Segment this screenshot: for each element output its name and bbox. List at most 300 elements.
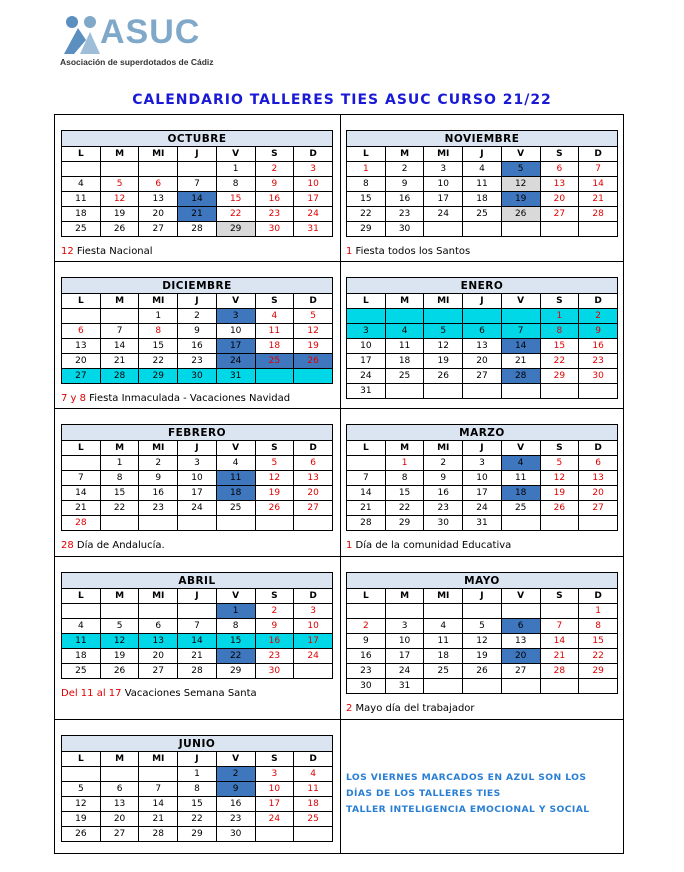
- day-cell: 25: [385, 369, 424, 384]
- weekday-header: V: [216, 441, 255, 456]
- empty-cell: [347, 604, 386, 619]
- empty-cell: [100, 604, 139, 619]
- day-cell: 16: [255, 192, 294, 207]
- day-cell: 26: [424, 369, 463, 384]
- empty-cell: [540, 222, 579, 237]
- day-cell: 26: [100, 222, 139, 237]
- day-cell: 17: [385, 649, 424, 664]
- legend-line: LOS VIERNES MARCADOS EN AZUL SON LOS: [346, 772, 587, 783]
- day-cell: 8: [540, 324, 579, 339]
- weekday-header: S: [540, 441, 579, 456]
- month-calendar-abril: [61, 572, 333, 679]
- note-highlight: 12: [61, 246, 74, 257]
- day-cell: 7: [139, 782, 178, 797]
- weekday-header: M: [385, 294, 424, 309]
- day-cell: 30: [216, 827, 255, 842]
- day-cell: 25: [294, 812, 333, 827]
- day-cell: 13: [540, 177, 579, 192]
- day-cell: 22: [579, 649, 618, 664]
- day-cell: 17: [294, 634, 333, 649]
- brand-subtitle: Asociación de superdotados de Cádiz: [60, 57, 214, 67]
- day-cell: 15: [178, 797, 217, 812]
- day-cell: 4: [216, 456, 255, 471]
- week-row: [347, 664, 618, 679]
- day-cell: 28: [178, 222, 217, 237]
- day-cell: 14: [62, 486, 101, 501]
- day-cell: 19: [501, 192, 540, 207]
- day-cell: 25: [255, 354, 294, 369]
- weekday-header: J: [463, 147, 502, 162]
- day-cell: 21: [178, 207, 217, 222]
- day-cell: 22: [385, 501, 424, 516]
- day-cell: 24: [255, 812, 294, 827]
- weekday-header: L: [347, 147, 386, 162]
- week-row: [347, 207, 618, 222]
- day-cell: 6: [501, 619, 540, 634]
- weekday-header: D: [294, 589, 333, 604]
- month-name: MAYO: [347, 573, 618, 589]
- weekday-header: V: [216, 752, 255, 767]
- month-calendar-marzo: [346, 424, 618, 531]
- day-cell: 25: [463, 207, 502, 222]
- day-cell: 25: [62, 222, 101, 237]
- month-name: OCTUBRE: [62, 131, 333, 147]
- day-cell: 4: [463, 162, 502, 177]
- empty-cell: [385, 309, 424, 324]
- day-cell: 19: [424, 354, 463, 369]
- day-cell: 24: [424, 207, 463, 222]
- empty-cell: [139, 516, 178, 531]
- day-cell: 29: [216, 664, 255, 679]
- day-cell: 12: [501, 177, 540, 192]
- row-divider: [54, 408, 624, 409]
- week-row: [347, 369, 618, 384]
- day-cell: 21: [62, 501, 101, 516]
- day-cell: 14: [501, 339, 540, 354]
- day-cell: 16: [255, 634, 294, 649]
- day-cell: 4: [424, 619, 463, 634]
- day-cell: 3: [463, 456, 502, 471]
- day-cell: 23: [255, 649, 294, 664]
- column-divider: [340, 114, 341, 854]
- month-name: FEBRERO: [62, 425, 333, 441]
- day-cell: 13: [139, 192, 178, 207]
- day-cell: 14: [540, 634, 579, 649]
- week-row: [62, 162, 333, 177]
- empty-cell: [347, 309, 386, 324]
- day-cell: 17: [216, 339, 255, 354]
- empty-cell: [62, 309, 101, 324]
- weekday-header: D: [579, 589, 618, 604]
- day-cell: 7: [579, 162, 618, 177]
- day-cell: 27: [139, 664, 178, 679]
- week-row: [62, 649, 333, 664]
- weekday-header: D: [294, 441, 333, 456]
- weekday-header: MI: [139, 294, 178, 309]
- day-cell: 12: [100, 192, 139, 207]
- day-cell: 18: [424, 649, 463, 664]
- empty-cell: [424, 222, 463, 237]
- day-cell: 22: [216, 649, 255, 664]
- day-cell: 23: [216, 812, 255, 827]
- weekday-header: MI: [139, 589, 178, 604]
- day-cell: 27: [62, 369, 101, 384]
- day-cell: 26: [100, 664, 139, 679]
- empty-cell: [463, 604, 502, 619]
- weekday-header: D: [294, 752, 333, 767]
- day-cell: 1: [347, 162, 386, 177]
- week-row: [62, 177, 333, 192]
- note-highlight: 7 y 8: [61, 393, 86, 404]
- day-cell: 31: [294, 222, 333, 237]
- day-cell: 28: [139, 827, 178, 842]
- weekday-header: MI: [424, 294, 463, 309]
- day-cell: 16: [385, 192, 424, 207]
- day-cell: 19: [463, 649, 502, 664]
- day-cell: 13: [139, 634, 178, 649]
- day-cell: 14: [347, 486, 386, 501]
- day-cell: 6: [139, 619, 178, 634]
- weekday-header: J: [463, 294, 502, 309]
- empty-cell: [463, 679, 502, 694]
- empty-cell: [139, 604, 178, 619]
- empty-cell: [62, 604, 101, 619]
- month-calendar-octubre: [61, 130, 333, 237]
- day-cell: 27: [540, 207, 579, 222]
- day-cell: 6: [463, 324, 502, 339]
- day-cell: 23: [347, 664, 386, 679]
- day-cell: 13: [579, 471, 618, 486]
- day-cell: 1: [579, 604, 618, 619]
- weekday-header: M: [385, 441, 424, 456]
- weekday-header: D: [294, 147, 333, 162]
- empty-cell: [540, 516, 579, 531]
- weekday-header: V: [216, 294, 255, 309]
- day-cell: 18: [385, 354, 424, 369]
- day-cell: 10: [294, 177, 333, 192]
- empty-cell: [424, 679, 463, 694]
- day-cell: 7: [178, 619, 217, 634]
- weekday-header: L: [62, 752, 101, 767]
- week-row: [62, 471, 333, 486]
- month-name: NOVIEMBRE: [347, 131, 618, 147]
- month-name: MARZO: [347, 425, 618, 441]
- day-cell: 15: [540, 339, 579, 354]
- weekday-header: V: [501, 441, 540, 456]
- day-cell: 3: [385, 619, 424, 634]
- day-cell: 23: [579, 354, 618, 369]
- day-cell: 6: [540, 162, 579, 177]
- weekday-header: D: [579, 294, 618, 309]
- week-row: [347, 339, 618, 354]
- weekday-header: L: [62, 441, 101, 456]
- empty-cell: [385, 604, 424, 619]
- day-cell: 5: [255, 456, 294, 471]
- day-cell: 16: [579, 339, 618, 354]
- day-cell: 28: [540, 664, 579, 679]
- day-cell: 21: [178, 649, 217, 664]
- weekday-header: L: [62, 147, 101, 162]
- day-cell: 18: [501, 486, 540, 501]
- week-row: [62, 222, 333, 237]
- day-cell: 21: [347, 501, 386, 516]
- empty-cell: [579, 222, 618, 237]
- day-cell: 4: [62, 619, 101, 634]
- week-row: [62, 782, 333, 797]
- empty-cell: [540, 679, 579, 694]
- day-cell: 20: [294, 486, 333, 501]
- day-cell: 8: [100, 471, 139, 486]
- weekday-header: S: [255, 752, 294, 767]
- empty-cell: [579, 679, 618, 694]
- day-cell: 28: [62, 516, 101, 531]
- note-text: Día de Andalucía.: [73, 540, 165, 551]
- empty-cell: [100, 516, 139, 531]
- day-cell: 21: [501, 354, 540, 369]
- weekday-header: M: [100, 752, 139, 767]
- day-cell: 5: [62, 782, 101, 797]
- day-cell: 26: [463, 664, 502, 679]
- weekday-header: D: [579, 441, 618, 456]
- empty-cell: [385, 384, 424, 399]
- weekday-header: V: [216, 589, 255, 604]
- day-cell: 9: [255, 177, 294, 192]
- empty-cell: [501, 604, 540, 619]
- day-cell: 5: [424, 324, 463, 339]
- week-row: [62, 207, 333, 222]
- day-cell: 18: [463, 192, 502, 207]
- week-row: [62, 516, 333, 531]
- week-row: [62, 339, 333, 354]
- day-cell: 12: [540, 471, 579, 486]
- note-diciembre: [61, 393, 290, 404]
- day-cell: 22: [139, 354, 178, 369]
- note-highlight: 1: [346, 246, 353, 257]
- day-cell: 11: [424, 634, 463, 649]
- day-cell: 4: [385, 324, 424, 339]
- day-cell: 13: [463, 339, 502, 354]
- weekday-header: L: [347, 294, 386, 309]
- day-cell: 20: [579, 486, 618, 501]
- day-cell: 10: [178, 471, 217, 486]
- row-divider: [54, 261, 624, 262]
- day-cell: 3: [294, 162, 333, 177]
- day-cell: 8: [139, 324, 178, 339]
- day-cell: 29: [347, 222, 386, 237]
- day-cell: 14: [139, 797, 178, 812]
- week-row: [62, 619, 333, 634]
- day-cell: 27: [294, 501, 333, 516]
- day-cell: 29: [139, 369, 178, 384]
- day-cell: 25: [62, 664, 101, 679]
- day-cell: 25: [501, 501, 540, 516]
- weekday-header: L: [62, 589, 101, 604]
- day-cell: 8: [178, 782, 217, 797]
- note-text: Mayo día del trabajador: [352, 703, 475, 714]
- day-cell: 12: [100, 634, 139, 649]
- day-cell: 18: [62, 207, 101, 222]
- day-cell: 27: [579, 501, 618, 516]
- day-cell: 19: [100, 207, 139, 222]
- day-cell: 6: [100, 782, 139, 797]
- day-cell: 8: [216, 177, 255, 192]
- day-cell: 15: [139, 339, 178, 354]
- day-cell: 10: [385, 634, 424, 649]
- empty-cell: [579, 384, 618, 399]
- day-cell: 26: [255, 501, 294, 516]
- day-cell: 31: [347, 384, 386, 399]
- day-cell: 10: [463, 471, 502, 486]
- day-cell: 12: [255, 471, 294, 486]
- day-cell: 17: [424, 192, 463, 207]
- day-cell: 19: [294, 339, 333, 354]
- day-cell: 31: [385, 679, 424, 694]
- day-cell: 7: [347, 471, 386, 486]
- day-cell: 12: [463, 634, 502, 649]
- note-highlight: 2: [346, 703, 353, 714]
- week-row: [347, 649, 618, 664]
- day-cell: 12: [62, 797, 101, 812]
- note-mayo: [346, 703, 475, 714]
- day-cell: 11: [216, 471, 255, 486]
- day-cell: 15: [347, 192, 386, 207]
- weekday-header: D: [294, 294, 333, 309]
- day-cell: 1: [100, 456, 139, 471]
- day-cell: 5: [540, 456, 579, 471]
- month-calendar-febrero: [61, 424, 333, 531]
- day-cell: 20: [501, 649, 540, 664]
- day-cell: 10: [294, 619, 333, 634]
- empty-cell: [294, 827, 333, 842]
- day-cell: 23: [255, 207, 294, 222]
- weekday-header: MI: [424, 441, 463, 456]
- empty-cell: [100, 162, 139, 177]
- weekday-header: S: [540, 294, 579, 309]
- week-row: [347, 192, 618, 207]
- row-divider: [54, 719, 624, 720]
- day-cell: 9: [216, 782, 255, 797]
- day-cell: 18: [62, 649, 101, 664]
- day-cell: 24: [178, 501, 217, 516]
- day-cell: 20: [540, 192, 579, 207]
- note-highlight: Del 11 al 17: [61, 688, 122, 699]
- day-cell: 16: [216, 797, 255, 812]
- day-cell: 5: [294, 309, 333, 324]
- day-cell: 26: [501, 207, 540, 222]
- empty-cell: [294, 369, 333, 384]
- week-row: [347, 679, 618, 694]
- empty-cell: [424, 309, 463, 324]
- day-cell: 30: [385, 222, 424, 237]
- day-cell: 14: [579, 177, 618, 192]
- month-name: DICIEMBRE: [62, 278, 333, 294]
- day-cell: 4: [255, 309, 294, 324]
- day-cell: 30: [424, 516, 463, 531]
- day-cell: 23: [139, 501, 178, 516]
- day-cell: 11: [294, 782, 333, 797]
- empty-cell: [216, 516, 255, 531]
- day-cell: 3: [255, 767, 294, 782]
- day-cell: 2: [139, 456, 178, 471]
- day-cell: 8: [347, 177, 386, 192]
- month-calendar-diciembre: [61, 277, 333, 384]
- day-cell: 29: [540, 369, 579, 384]
- week-row: [347, 384, 618, 399]
- weekday-header: J: [463, 589, 502, 604]
- day-cell: 3: [424, 162, 463, 177]
- day-cell: 28: [579, 207, 618, 222]
- weekday-header: D: [579, 147, 618, 162]
- note-text: Vacaciones Semana Santa: [121, 688, 257, 699]
- empty-cell: [463, 309, 502, 324]
- weekday-header: S: [255, 294, 294, 309]
- week-row: [62, 309, 333, 324]
- weekday-header: V: [216, 147, 255, 162]
- day-cell: 29: [579, 664, 618, 679]
- day-cell: 9: [347, 634, 386, 649]
- legend-line: TALLER INTELIGENCIA EMOCIONAL Y SOCIAL: [346, 804, 590, 815]
- week-row: [62, 827, 333, 842]
- day-cell: 1: [385, 456, 424, 471]
- day-cell: 1: [178, 767, 217, 782]
- day-cell: 18: [255, 339, 294, 354]
- weekday-header: M: [385, 589, 424, 604]
- day-cell: 10: [255, 782, 294, 797]
- empty-cell: [100, 309, 139, 324]
- day-cell: 6: [294, 456, 333, 471]
- day-cell: 15: [385, 486, 424, 501]
- empty-cell: [501, 309, 540, 324]
- week-row: [347, 456, 618, 471]
- week-row: [62, 812, 333, 827]
- month-name: ABRIL: [62, 573, 333, 589]
- day-cell: 21: [540, 649, 579, 664]
- day-cell: 22: [100, 501, 139, 516]
- day-cell: 30: [579, 369, 618, 384]
- weekday-header: M: [385, 147, 424, 162]
- weekday-header: MI: [424, 589, 463, 604]
- day-cell: 19: [62, 812, 101, 827]
- note-noviembre: [346, 246, 470, 257]
- weekday-header: MI: [139, 441, 178, 456]
- day-cell: 24: [347, 369, 386, 384]
- day-cell: 24: [294, 649, 333, 664]
- day-cell: 19: [255, 486, 294, 501]
- weekday-header: S: [540, 147, 579, 162]
- day-cell: 22: [178, 812, 217, 827]
- day-cell: 24: [385, 664, 424, 679]
- weekday-header: M: [100, 294, 139, 309]
- day-cell: 12: [424, 339, 463, 354]
- day-cell: 2: [347, 619, 386, 634]
- empty-cell: [424, 604, 463, 619]
- day-cell: 20: [139, 207, 178, 222]
- month-name: ENERO: [347, 278, 618, 294]
- day-cell: 21: [100, 354, 139, 369]
- week-row: [347, 309, 618, 324]
- day-cell: 17: [463, 486, 502, 501]
- day-cell: 11: [385, 339, 424, 354]
- day-cell: 24: [294, 207, 333, 222]
- week-row: [62, 456, 333, 471]
- day-cell: 4: [501, 456, 540, 471]
- day-cell: 27: [501, 664, 540, 679]
- weekday-header: J: [178, 147, 217, 162]
- day-cell: 3: [178, 456, 217, 471]
- weekday-header: S: [255, 147, 294, 162]
- weekday-header: J: [178, 589, 217, 604]
- week-row: [62, 604, 333, 619]
